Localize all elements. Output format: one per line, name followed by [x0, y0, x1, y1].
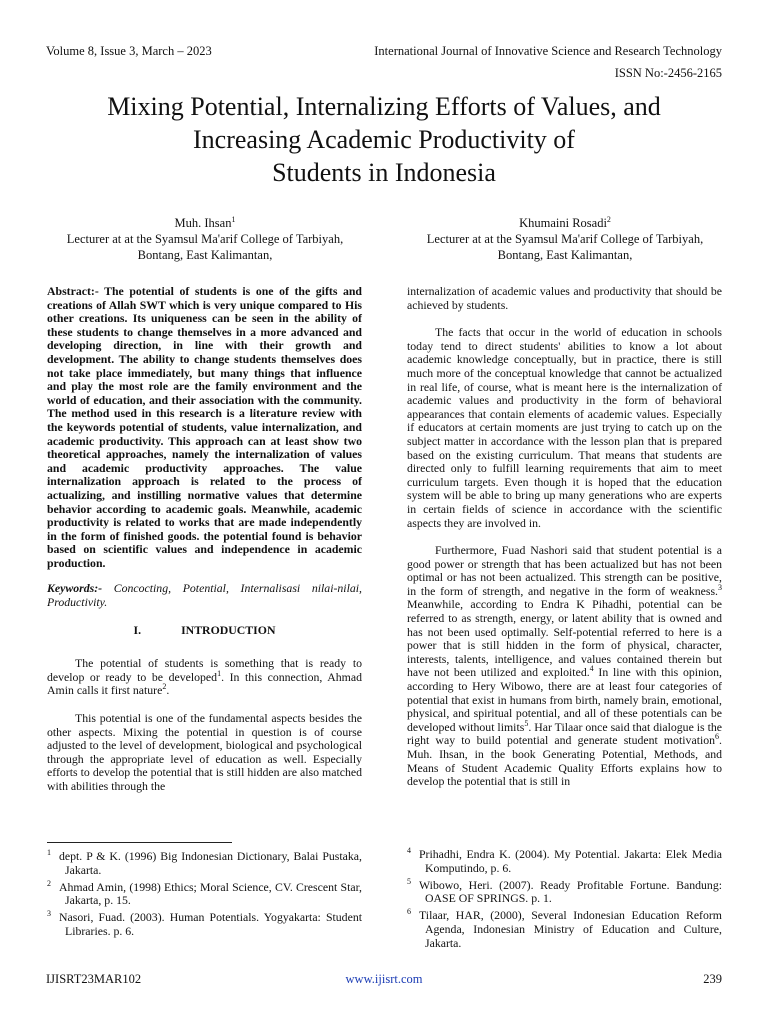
right-paragraph-2: The facts that occur in the world of education in schools today tend to direct students' abilities to know a lot about academic knowledge conceptually, but in practice, there is still much more of the conceptual knowledge that cannot be actualized in real life, of course, what is meant here is the internalization of academic values and productivity in the form of behavioral appearances that contain elements of academic values. Especially if educators at certain moments are just trying to catch up on the subject matter in accordance with the lesson plan that is prepared based on the existing curriculum. That means that students are directed only to fulfill learning requirements that aim to meet curriculum targets. Even though it is hoped that the education system will be able to bring up many generations who are experts in certain fields of science in accordance with the scientific aspects they are involved in. [407, 325, 722, 530]
footnote-ref: 4 [589, 664, 594, 674]
abstract: Abstract:- The potential of students is one of the gifts and creations of Allah SWT which is very unique compared to His other creations. Its uniqueness can be seen in the ability of these students to change themselves in a more advanced and developing direction, in line with their growth and development. The ability to change students themselves does not take place immediately, but many things that influence and play the most role are the family environment and the world of education, and their association with the community. The method used in this research is a literature review with the keywords potential of students, value internalization, and academic productivity. This approach can at least show two theoretical approaches, namely the internalization of values and academic productivity approaches. The value internalization approach is related to the process of actualizing, and instilling normative values that determine behavior according to academic goals. Meanwhile, academic productivity is related to works that are made independently in the form of finished goods. the potential found is behavior based on scientific values and independence in academic production. [47, 284, 362, 570]
author-1-affiliation: Lecturer at at the Syamsul Ma'arif College of Tarbiyah, [66, 232, 344, 246]
footer-article-code: IJISRT23MAR102 [46, 972, 142, 986]
keywords [47, 582, 362, 609]
keywords-text: Concocting, Potential, Internalisasi nilai-nilai, Productivity. [47, 581, 362, 610]
author-1-location: Bontang, East Kalimantan, [137, 248, 273, 262]
author-1-name: Muh. Ihsan [174, 216, 232, 230]
footnote-2: $^2$ Ahmad Amin, (1998) Ethics; Moral Science, CV. Crescent Star, Jakarta, p. 15. [47, 878, 362, 908]
title-line-3: Students in Indonesia [272, 158, 496, 187]
right-paragraph-1: internalization of academic values and productivity that should be achieved by students. [407, 284, 722, 312]
right-column [407, 285, 722, 789]
footnote-6: $^6$ Tilaar, HAR, (2000), Several Indonesian Education Reform Agenda, Indonesian Ministry of Education and Culture, Jakarta. [407, 907, 722, 950]
title-line-1: Mixing Potential, Internalizing Efforts of Values, and [107, 92, 661, 121]
intro-paragraph-1: The potential of students is something that is ready to develop or ready to be developed$^1$. In this connection, Ahmad Amin calls it first nature$^2$. [47, 656, 362, 698]
footnote-5: $^5$ Wibowo, Heri. (2007). Ready Profitable Fortune. Bandung: OASE OF SPRINGS. p. 1. [407, 876, 722, 906]
section-title: INTRODUCTION [181, 622, 276, 637]
footnote-ref: 5 [524, 718, 529, 728]
section-heading [47, 624, 362, 638]
header-volume: Volume 8, Issue 3, March – 2023 [46, 44, 212, 58]
header-issn: ISSN No:-2456-2165 [614, 66, 722, 80]
footnote-ref: 1 [217, 668, 222, 678]
footer-website-link[interactable]: www.ijisrt.com [345, 972, 423, 986]
right-paragraph-3: Furthermore, Fuad Nashori said that student potential is a good power or strength that has been actualized but has not been optimal or has not been actualized. This strength can be positive, in the form of strength, and negative in the form of weakness.$^3$ Meanwhile, according to Endra K Pihadhi, potential can be referred to as strength, energy, or latent ability that is owned and has not been used optimally. Self-potential referred to here is a power that is still hidden in the form of physical, character, interests, talents, intelligence, and values contained therein but have not been utilized and exploited.$^4$ In line with this opinion, according to Hery Wibowo, there are at least four categories of potential that exist in humans from birth, namely brain, emotional, physical, and spiritual potential, and all of these potentials can be developed without limits$^5$. Har Tilaar once said that dialogue is the right way to build potential and generate student motivation$^6$. Muh. Ihsan, in the book Generating Potential, Methods, and Means of Student Academic Quality Efforts explains how to develop the potential that is still in [407, 543, 723, 789]
footnotes-left [47, 850, 362, 942]
footnotes-right [407, 848, 722, 954]
footnote-1: $^1$ dept. P & K. (1996) Big Indonesian Dictionary, Balai Pustaka, Jakarta. [47, 848, 362, 877]
author-2-name: Khumaini Rosadi [519, 216, 607, 230]
title-line-2: Increasing Academic Productivity of [193, 125, 575, 154]
keywords-label: Keywords:- [47, 581, 103, 596]
intro-paragraph-2: This potential is one of the fundamental aspects besides the other aspects. Mixing the potential in question is of course adjusted to the level of development, biological and psychological through the appropriate level of education as well. Especially efforts to develop the potential that is still hidden are also matched with abilities through the [47, 711, 362, 793]
footnote-3: $^3$ Nasori, Fuad. (2003). Human Potentials. Yogyakarta: Student Libraries. p. 6. [47, 909, 362, 938]
header-journal: International Journal of Innovative Science and Research Technology [374, 44, 722, 58]
author-1-sup: 1 [231, 214, 236, 224]
author-2-sup: 2 [606, 214, 611, 224]
footnote-4: $^4$ Prihadhi, Endra K. (2004). My Potential. Jakarta: Elek Media Komputindo, p. 6. [407, 846, 722, 875]
author-1 [35, 215, 375, 263]
left-column [47, 285, 362, 794]
footer-page-number: 239 [703, 972, 722, 986]
footnote-ref: 2 [162, 682, 167, 692]
footnote-divider [47, 842, 232, 843]
author-2-affiliation: Lecturer at at the Syamsul Ma'arif College of Tarbiyah, [426, 232, 704, 246]
footnote-ref: 3 [718, 582, 722, 592]
author-2 [395, 215, 735, 263]
paper-title [40, 90, 728, 189]
section-number: I. [133, 622, 142, 637]
author-2-location: Bontang, East Kalimantan, [497, 248, 633, 262]
footnote-ref: 6 [715, 732, 720, 742]
